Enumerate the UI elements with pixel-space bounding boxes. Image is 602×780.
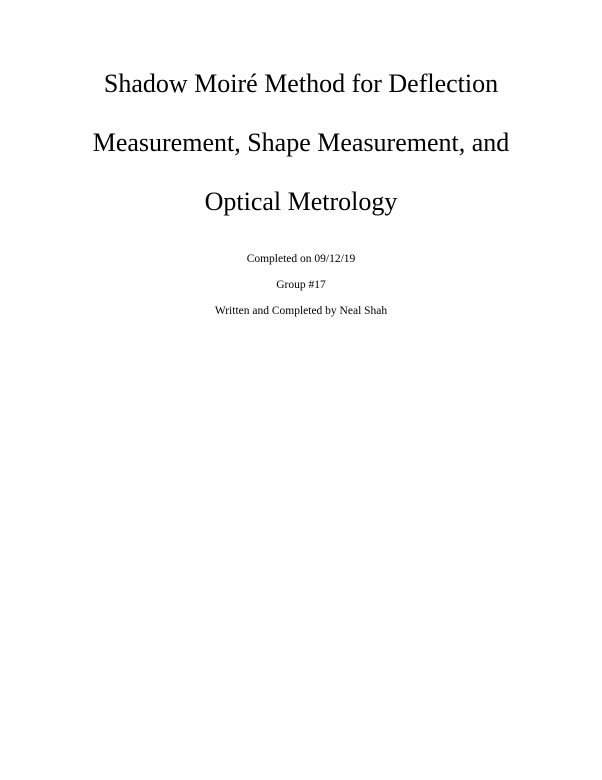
document-subtitle <box>0 246 602 324</box>
document-title <box>0 54 602 231</box>
title-line-2: Measurement, Shape Measurement, and <box>92 128 510 157</box>
title-line-1: Shadow Moiré Method for Deflection <box>103 69 499 98</box>
title-line-3: Optical Metrology <box>204 187 398 216</box>
group-number: Group #17 <box>276 279 326 291</box>
completed-date: Completed on 09/12/19 <box>246 253 356 265</box>
author-line: Written and Completed by Neal Shah <box>214 305 388 317</box>
